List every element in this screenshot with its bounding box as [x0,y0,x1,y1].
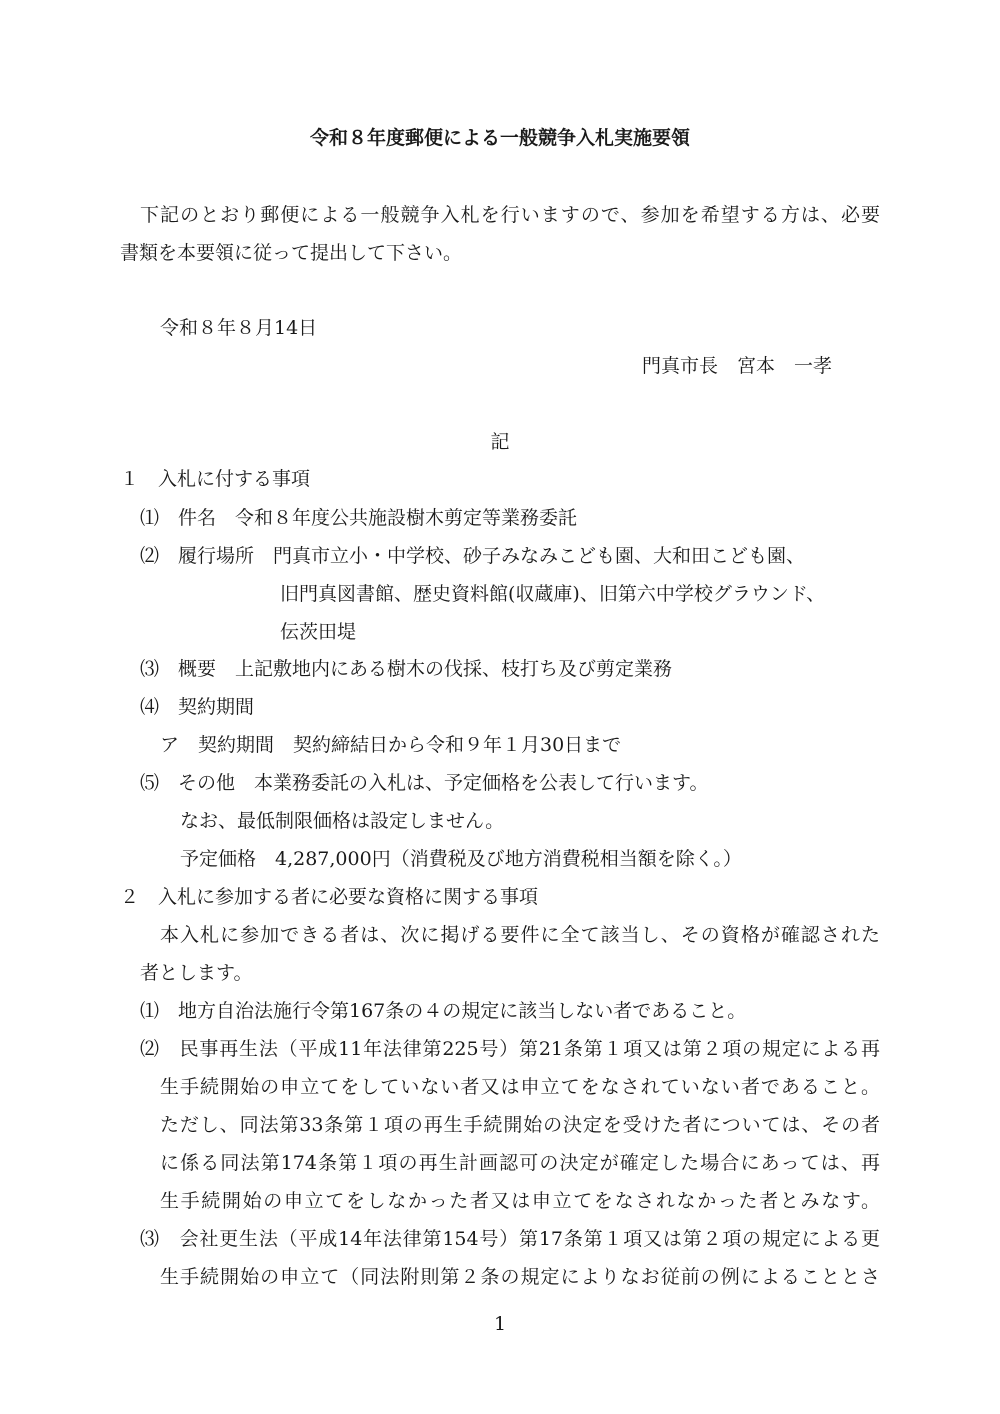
section1-item5-line1: ⑸ その他 本業務委託の入札は、予定価格を公表して行います。 [140,772,709,794]
section1-item2-line1: ⑵ 履行場所 門真市立小・中学校、砂子みなみこども園、大和田こども園、 [140,545,806,567]
section2-intro-line2: 者とします。 [140,962,253,984]
section1-item2-line2: 旧門真図書館、歴史資料館(収蔵庫)、旧第六中学校グラウンド、 [280,583,826,605]
section2-item2-line1: ⑵ 民事再生法（平成11年法律第225号）第21条第１項又は第２項の規定による再 [140,1038,880,1060]
signer: 門真市長 宮本 一孝 [642,355,833,377]
intro-line-2: 書類を本要領に従って提出して下さい。 [120,242,463,264]
section2-item2-line3: ただし、同法第33条第１項の再生手続開始の決定を受けた者については、その者 [160,1114,880,1136]
section1-item2-line3: 伝茨田堤 [280,621,357,643]
section2-item1: ⑴ 地方自治法施行令第167条の４の規定に該当しない者であること。 [140,1000,747,1022]
section2-item3-line2: 生手続開始の申立て（同法附則第２条の規定によりなお従前の例によることとさ [160,1266,880,1288]
section1-item3: ⑶ 概要 上記敷地内にある樹木の伐採、枝打ち及び剪定業務 [140,658,673,680]
section1-item5-line2: なお、最低制限価格は設定しません。 [180,810,505,832]
section1-item1: ⑴ 件名 令和８年度公共施設樹木剪定等業務委託 [140,507,578,529]
section1-item5-line3: 予定価格 4,287,000円（消費税及び地方消費税相当額を除く。） [180,848,742,870]
section2-heading: ２ 入札に参加する者に必要な資格に関する事項 [120,886,539,908]
section1-heading: １ 入札に付する事項 [120,468,311,490]
document-title: 令和８年度郵便による一般競争入札実施要領 [309,127,690,149]
section2-item2-line4: に係る同法第174条第１項の再生計画認可の決定が確定した場合にあっては、再 [160,1152,880,1174]
issue-date: 令和８年８月14日 [160,317,318,339]
section2-item3-line1: ⑶ 会社更生法（平成14年法律第154号）第17条第１項又は第２項の規定による更 [140,1228,880,1250]
intro-line-1: 下記のとおり郵便による一般競争入札を行いますので、参加を希望する方は、必要 [140,204,880,226]
ki-heading: 記 [490,431,510,453]
section1-item4-a: ア 契約期間 契約締結日から令和９年１月30日まで [160,734,622,756]
section1-item4: ⑷ 契約期間 [140,696,255,718]
section2-item2-line2: 生手続開始の申立てをしていない者又は申立てをなされていない者であること。 [160,1076,880,1098]
section2-item2-line5: 生手続開始の申立てをしなかった者又は申立てをなされなかった者とみなす。 [160,1190,880,1212]
page-number: 1 [493,1313,507,1335]
section2-intro-line1: 本入札に参加できる者は、次に掲げる要件に全て該当し、その資格が確認された [160,924,880,946]
